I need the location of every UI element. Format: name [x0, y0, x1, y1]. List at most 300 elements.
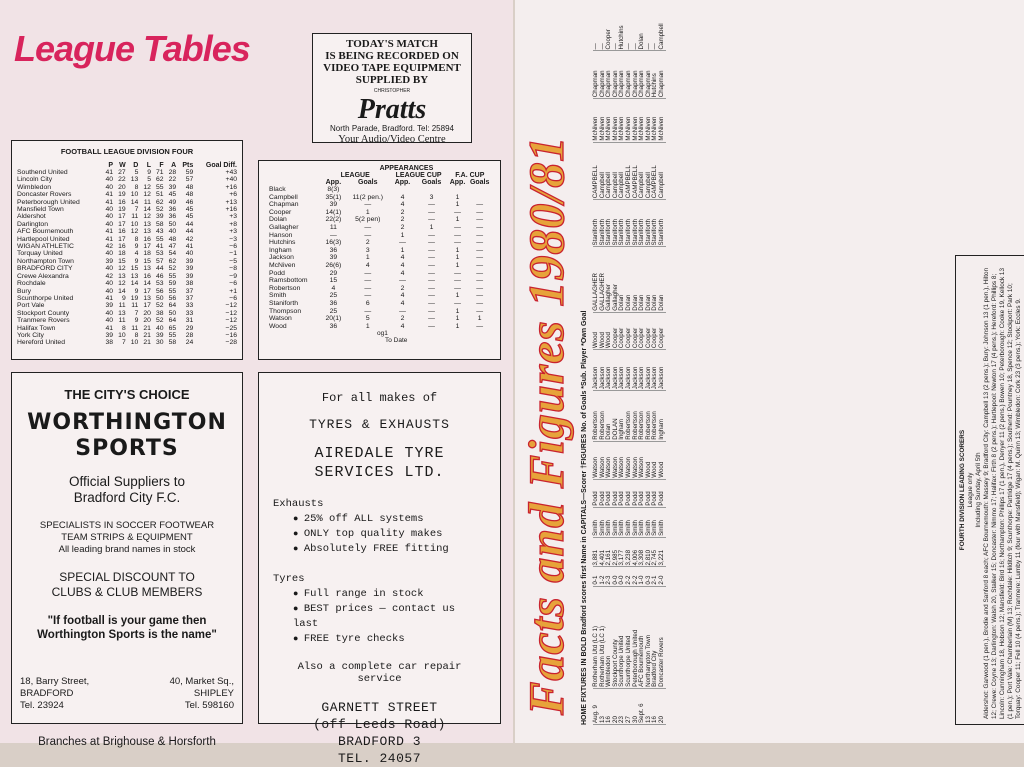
fixture-cell: Hutchins — [619, 5, 626, 51]
fixture-cell: 23 — [619, 688, 626, 724]
appearance-cell: 4 — [400, 322, 405, 330]
fixture-cell: McNiven — [613, 99, 620, 142]
fixture-cell: Smith — [659, 507, 666, 537]
fixture-cell: Staniforth — [646, 200, 653, 247]
facts-figures-title: Facts and Figures 1980/81 — [518, 135, 574, 715]
appearances-table — [258, 160, 501, 360]
appearance-cell: 1 — [365, 254, 370, 262]
fixture-cell: Cooper — [646, 312, 653, 349]
league-header-cell: Pts — [182, 162, 194, 169]
fixture-cell: Campbell — [659, 5, 666, 51]
table-row — [16, 258, 238, 265]
league-cell: +6 — [229, 191, 237, 199]
fixture-cell: McNiven — [659, 99, 666, 142]
appearance-cell: 35(1) — [325, 193, 342, 201]
league-cell: 47 — [168, 243, 177, 251]
league-cell: 48 — [185, 183, 194, 191]
fixture-cell: Watson — [593, 441, 600, 479]
league-cell: −12 — [225, 317, 237, 325]
appearance-cell: 36 — [329, 322, 338, 330]
appearances-group: LEAGUE CUP — [395, 172, 442, 179]
fixture-cell: 3,177 — [619, 537, 626, 567]
table-row — [16, 302, 238, 309]
league-cell: 64 — [168, 317, 177, 325]
fixture-cell: Smith — [639, 507, 646, 537]
league-cell: 55 — [168, 331, 177, 339]
appearance-cell: 5 — [365, 315, 370, 323]
fixture-cell: Doncaster Rovers — [659, 586, 666, 688]
appearance-cell: 36 — [329, 246, 338, 254]
league-header-cell: L — [146, 162, 151, 169]
player-name: Smith — [269, 292, 287, 300]
fixture-cell: Podd — [619, 479, 626, 507]
table-row — [267, 292, 492, 300]
appearance-cell: — — [428, 231, 435, 239]
fixture-cell: Wood — [606, 312, 613, 349]
league-cell: 10 — [130, 220, 139, 228]
league-cell: 17 — [143, 302, 151, 310]
appearance-cell — [467, 186, 492, 194]
team-name: Wimbledon — [17, 183, 51, 191]
league-cell: −25 — [225, 324, 237, 332]
player-name: Podd — [269, 269, 285, 277]
league-cell: −9 — [229, 272, 237, 280]
fixture-cell: Jackson — [652, 350, 659, 391]
fixture-cell: McNiven — [626, 99, 633, 142]
fixture-cell: DOLAN — [613, 391, 620, 442]
league-cell: 54 — [168, 250, 177, 258]
table-row — [16, 184, 238, 191]
appearance-cell: — — [476, 261, 484, 269]
fixture-cell: Robertson — [593, 391, 600, 442]
player-name: Hutchins — [269, 239, 296, 247]
league-cell: 43 — [156, 228, 164, 236]
league-cell: 42 — [105, 272, 114, 280]
league-cell: 40 — [105, 220, 114, 228]
fixture-cell: CAMPBELL — [626, 142, 633, 200]
fixture-cell: Cooper — [639, 312, 646, 349]
fixture-cell: Watson — [633, 441, 640, 479]
appearance-cell: — — [454, 223, 461, 231]
fixture-cell: Chapman — [659, 51, 666, 99]
league-cell: 62 — [168, 257, 177, 265]
appearance-cell: 20(1) — [325, 315, 342, 323]
league-cell: 15 — [130, 265, 139, 273]
appearance-cell: — — [364, 223, 372, 231]
table-row — [16, 206, 238, 213]
fixture-cell: Jackson — [626, 350, 633, 391]
table-row — [16, 332, 238, 339]
league-cell: 13 — [143, 220, 151, 228]
league-cell: −1 — [229, 250, 237, 258]
league-cell: 40 — [168, 228, 177, 236]
appearance-cell: — — [476, 223, 484, 231]
appearance-cell: 1 — [429, 223, 434, 231]
appearance-cell: 1 — [455, 254, 460, 262]
fixture-cell: Smith — [652, 507, 659, 537]
fixture-cell: — — [600, 5, 607, 51]
league-cell: 55 — [156, 183, 164, 191]
fixture-cell: Dolan — [646, 247, 653, 312]
league-cell: 40 — [105, 317, 114, 325]
fixture-cell: McNiven — [639, 99, 646, 142]
table-row — [16, 339, 238, 346]
league-cell: 17 — [143, 287, 151, 295]
fixture-cell: Staniforth — [613, 200, 620, 247]
appearance-cell: 8(3) — [327, 186, 340, 193]
appearance-cell: — — [364, 292, 372, 300]
league-cell: 41 — [156, 243, 164, 251]
league-cell: 15 — [118, 257, 126, 265]
league-cell: 21 — [143, 324, 151, 332]
league-cell: 40 — [185, 250, 194, 258]
league-cell: 38 — [185, 280, 194, 288]
league-cell: 9 — [121, 294, 126, 302]
fixture-cell: Wood — [659, 441, 666, 479]
fixture-cell: — — [613, 5, 620, 51]
league-cell: 58 — [168, 339, 177, 347]
league-cell: 14 — [130, 280, 139, 288]
fixture-cell: McNiven — [606, 99, 613, 142]
league-cell: 44 — [185, 228, 194, 236]
player-name: Campbell — [269, 193, 298, 201]
league-cell: 50 — [168, 309, 177, 317]
appearance-cell: — — [428, 239, 435, 247]
league-cell: 7 — [134, 309, 139, 317]
player-name: Black — [269, 186, 286, 193]
shop-addresses: 18, Barry Street, BRADFORD Tel. 23924 40, Market Sq., SHIPLEY Tel. 598160 — [20, 676, 234, 711]
league-cell: +3 — [229, 228, 237, 236]
league-cell: −12 — [225, 309, 237, 317]
table-row — [267, 285, 492, 293]
appearance-cell: 3 — [365, 246, 370, 254]
appearance-cell: — — [476, 292, 484, 300]
league-table-grid — [16, 162, 238, 347]
league-header-cell: Goal Diff. — [205, 162, 237, 169]
league-cell: 20 — [118, 183, 126, 191]
fixture-cell: — — [626, 5, 633, 51]
league-cell: 39 — [105, 302, 114, 310]
fixture-cell: 2,161 — [606, 537, 613, 567]
appearance-cell: — — [454, 231, 461, 239]
fixture-cell: Podd — [646, 479, 653, 507]
appearances-col: Goals — [469, 179, 490, 186]
appearances-col: Goals — [358, 179, 378, 186]
league-cell: 12 — [130, 228, 139, 236]
fixture-cell: Smith — [593, 507, 600, 537]
fixture-cell: 0-1 — [593, 567, 600, 586]
fixture-cell: 30 — [633, 688, 640, 724]
league-cell: 11 — [131, 324, 139, 332]
fixture-cell: Bradford City — [652, 586, 659, 688]
league-cell: 12 — [118, 280, 126, 288]
fixture-cell: CAMPBELL — [652, 142, 659, 200]
fixture-cell: Jackson — [659, 350, 666, 391]
appearance-cell: — — [476, 307, 484, 315]
appearance-cell: — — [476, 231, 484, 239]
league-cell: 8 — [121, 324, 126, 332]
table-row — [267, 209, 492, 217]
appearance-cell: — — [454, 239, 461, 247]
appearance-cell: 11(2 pen.) — [352, 193, 383, 201]
team-name: Lincoln City — [17, 176, 53, 184]
appearance-cell: 36 — [329, 299, 338, 307]
fixture-cell: Smith — [606, 507, 613, 537]
fixture-cell: Scunthorpe United — [626, 586, 633, 688]
fixture-cell: Dolan — [639, 5, 646, 51]
league-cell: 52 — [156, 206, 164, 214]
appearance-cell: — — [428, 307, 435, 315]
appearances-header — [267, 165, 321, 172]
league-cell: 13 — [143, 265, 151, 273]
appearance-cell: — — [476, 208, 484, 216]
league-cell: 52 — [156, 302, 164, 310]
fixture-cell: Rotherham Utd (LC 1) — [600, 586, 607, 688]
fixture-cell: Watson — [626, 441, 633, 479]
fixture-row — [633, 5, 640, 725]
fixture-cell: AFC Bournemouth — [639, 586, 646, 688]
table-row — [267, 224, 492, 232]
league-cell: 11 — [131, 213, 139, 221]
fixture-cell: — — [633, 5, 640, 51]
fixture-cell: Smith — [613, 507, 620, 537]
fixture-cell: 2,985 — [613, 537, 620, 567]
appearance-cell: 4 — [400, 269, 405, 277]
league-cell: 41 — [105, 228, 114, 236]
league-table-title: FOOTBALL LEAGUE DIVISION FOUR — [60, 147, 194, 156]
league-cell: 14 — [130, 198, 139, 206]
team-name: Hartlepool United — [17, 235, 70, 243]
league-header-cell: W — [119, 162, 126, 169]
league-cell: 27 — [118, 169, 126, 176]
fixture-cell: 13 — [646, 688, 653, 724]
appearance-cell: — — [428, 284, 435, 292]
fixture-cell: 3,238 — [626, 537, 633, 567]
fixture-cell: Jackson — [646, 350, 653, 391]
appearance-cell: 4 — [400, 292, 405, 300]
fixture-row — [619, 5, 626, 725]
appearance-cell — [346, 186, 390, 194]
table-row — [16, 228, 238, 235]
fixture-cell: 2,745 — [652, 537, 659, 567]
league-cell: 20 — [143, 317, 151, 325]
league-cell: 7 — [134, 206, 139, 214]
league-cell: 40 — [105, 250, 114, 258]
fixture-cell: Cooper — [619, 312, 626, 349]
fixture-cell: 2-2 — [626, 567, 633, 586]
league-cell: 12 — [143, 213, 151, 221]
appearance-cell — [467, 194, 492, 202]
league-cell: 17 — [118, 220, 126, 228]
league-cell: 13 — [130, 176, 139, 184]
appearance-cell: 2 — [400, 315, 405, 323]
appearance-cell: — — [476, 322, 484, 330]
league-cell: 41 — [105, 324, 114, 332]
appearance-cell: — — [454, 277, 461, 285]
fixture-cell: Watson — [606, 441, 613, 479]
league-cell: 9 — [134, 257, 139, 265]
team-name: Darlington — [17, 220, 48, 228]
appearance-cell: — — [428, 201, 435, 209]
fixture-cell: 2-1 — [652, 567, 659, 586]
league-cell: −8 — [229, 265, 237, 273]
league-cell: 30 — [156, 339, 164, 347]
league-cell: 13 — [118, 272, 126, 280]
fixture-cell: 0-3 — [646, 567, 653, 586]
team-name: Bury — [17, 287, 31, 295]
appearance-cell: 1 — [455, 322, 460, 330]
appearance-cell: — — [364, 284, 372, 292]
appearances-col: Goals — [421, 179, 442, 186]
fixture-cell: Chapman — [606, 51, 613, 99]
league-cell: 16 — [118, 228, 126, 236]
team-name: Southend United — [17, 169, 68, 176]
league-cell: 39 — [156, 331, 164, 339]
fixture-cell: 20 — [613, 688, 620, 724]
fixture-cell: 2,810 — [646, 537, 653, 567]
appearance-cell: — — [476, 284, 484, 292]
fixture-cell: Robertson — [652, 391, 659, 442]
appearance-cell: — — [364, 277, 372, 285]
league-cell: 14 — [118, 287, 126, 295]
team-name: Peterborough United — [17, 198, 80, 206]
fixture-cell: GALLAGHER — [600, 247, 607, 312]
table-row — [267, 186, 492, 194]
appearance-cell: 2 — [365, 239, 370, 247]
fixture-cell: Wood — [652, 441, 659, 479]
appearance-cell — [415, 186, 447, 194]
appearance-cell: — — [428, 299, 435, 307]
fixture-cell: McNiven — [619, 99, 626, 142]
appearances-group: LEAGUE — [340, 172, 370, 179]
league-cell: 39 — [156, 213, 164, 221]
table-row — [267, 270, 492, 278]
fixture-row — [606, 5, 613, 725]
league-cell: +16 — [225, 183, 237, 191]
league-cell: 21 — [143, 331, 151, 339]
fixture-cell: 0-0 — [613, 567, 620, 586]
appearance-cell: — — [476, 239, 484, 247]
fixture-cell: Cooper — [613, 312, 620, 349]
appearance-cell: 4 — [400, 261, 405, 269]
own-goal-note: og1 — [377, 330, 388, 338]
fixture-cell: Gallagher — [606, 247, 613, 312]
right-page — [515, 0, 1024, 743]
league-cell: 33 — [185, 302, 194, 310]
team-name: Mansfield Town — [17, 206, 64, 214]
fixture-cell: Podd — [593, 479, 600, 507]
league-cell: 16 — [118, 243, 126, 251]
fixtures-table — [593, 5, 666, 725]
league-cell: 55 — [156, 235, 164, 243]
team-name: Torquay United — [17, 250, 63, 258]
appearances-col-row — [267, 179, 492, 186]
appearance-cell: 4 — [400, 254, 405, 262]
fixture-cell: McNiven — [600, 99, 607, 142]
table-row — [267, 315, 492, 323]
fixture-cell: Robertson — [646, 391, 653, 442]
league-cell: 41 — [105, 191, 114, 199]
pratts-ad: TODAY'S MATCH IS BEING RECORDED ON VIDEO TAPE EQUIPMENT SUPPLIED BY CHRISTOPHER Pratts North Parade, Bradford. Tel: 25894 Your Audio/Video Centre — [312, 33, 472, 143]
league-cell: 11 — [131, 302, 139, 310]
fixture-cell: Chapman — [626, 51, 633, 99]
league-cell: 39 — [185, 265, 194, 273]
fixture-cell: Dolan — [633, 247, 640, 312]
player-name: Staniforth — [269, 299, 299, 307]
fixture-cell: Smith — [646, 507, 653, 537]
league-header-row — [16, 162, 238, 169]
facts-figures-rotated — [515, 0, 1024, 743]
fixture-cell: McNiven — [646, 99, 653, 142]
fixture-cell: Cooper — [606, 5, 613, 51]
table-row — [16, 191, 238, 198]
fixture-cell: Podd — [659, 479, 666, 507]
league-cell: 58 — [156, 220, 164, 228]
appearance-cell: — — [428, 254, 435, 262]
league-cell: 48 — [185, 191, 194, 199]
table-row — [267, 232, 492, 240]
appearance-cell: 1 — [455, 246, 460, 254]
fixture-cell: Robertson — [633, 391, 640, 442]
league-cell: 56 — [156, 287, 164, 295]
appearance-cell: — — [399, 307, 406, 315]
appearance-cell: — — [476, 201, 484, 209]
league-cell: 19 — [118, 191, 126, 199]
league-cell: −5 — [229, 257, 237, 265]
fixture-cell: Watson — [639, 441, 646, 479]
team-name: York City — [17, 331, 44, 339]
appearance-cell: 1 — [400, 231, 405, 239]
fixture-cell: Jackson — [639, 350, 646, 391]
team-name: Tranmere Rovers — [17, 317, 70, 325]
appearances-header — [267, 179, 321, 186]
league-cell: 41 — [105, 294, 114, 302]
league-header-cell: P — [108, 162, 114, 169]
appearance-cell: 4 — [400, 299, 405, 307]
league-cell: 13 — [118, 309, 126, 317]
fixture-cell: Chapman — [600, 51, 607, 99]
table-row — [16, 250, 238, 257]
league-cell: +13 — [225, 198, 237, 206]
league-cell: 51 — [156, 191, 164, 199]
appearance-cell: 25 — [329, 292, 338, 300]
league-cell: 41 — [105, 235, 114, 243]
league-cell: 64 — [168, 302, 177, 310]
league-cell: +43 — [225, 169, 237, 176]
fixture-cell: Wood — [593, 312, 600, 349]
league-cell: 40 — [105, 213, 114, 221]
league-cell: 9 — [134, 317, 139, 325]
table-row — [16, 280, 238, 287]
appearance-cell: 1 — [477, 315, 482, 323]
player-name: Thompson — [269, 307, 302, 315]
fixture-cell: Campbell — [600, 142, 607, 200]
fixture-row — [639, 5, 646, 725]
league-cell: 41 — [105, 198, 114, 206]
table-row — [16, 288, 238, 295]
appearance-cell: 22(2) — [325, 216, 342, 224]
team-name: WIGAN ATHLETIC — [17, 243, 74, 251]
table-row — [267, 323, 492, 331]
table-row — [16, 199, 238, 206]
fixture-cell: Peterborough United — [633, 586, 640, 688]
league-cell: 40 — [105, 265, 114, 273]
league-cell: 38 — [105, 339, 114, 347]
fixture-row — [652, 5, 659, 725]
fixture-cell: Jackson — [600, 350, 607, 391]
fixture-cell: — — [646, 5, 653, 51]
appearance-cell — [390, 186, 416, 194]
